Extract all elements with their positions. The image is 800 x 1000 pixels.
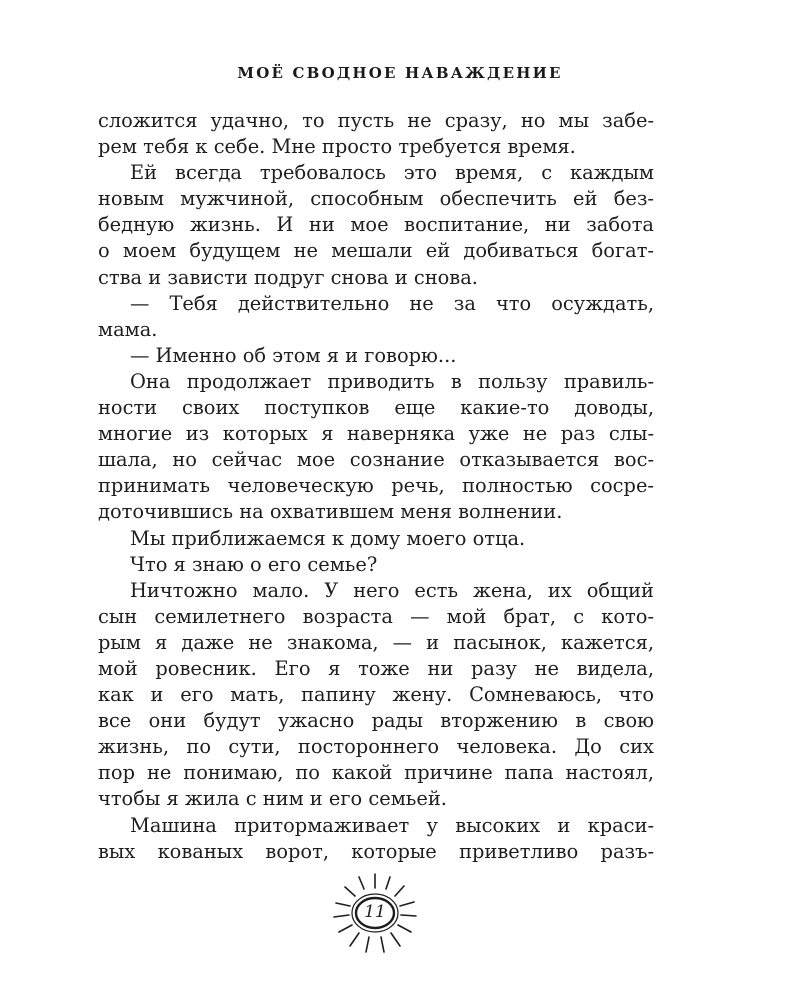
text-line: ства и зависти подруг снова и снова. (98, 265, 478, 289)
text-line: — Именно об этом я и говорю... (130, 343, 457, 367)
text-line: сложится удачно, то пусть не сразу, но мы забе- (98, 109, 654, 132)
text-line: принимать человеческую речь, полностью сосре- (98, 474, 654, 498)
text-line: сын семилетнего возраста — мой брат, с кото- (98, 604, 654, 628)
text-line: жизнь, по сути, постороннего человека. До сих (98, 735, 654, 759)
body-text (98, 108, 654, 865)
text-line: — Тебя действительно не за что осуждать, (130, 291, 654, 315)
text-line: Она продолжает приводить в пользу правиль- (130, 369, 654, 393)
text-line: вых кованых ворот, которые приветливо разъ- (98, 839, 654, 863)
text-line: пор не понимаю, по какой причине папа настоял, (98, 761, 654, 785)
page-number-ornament (330, 868, 420, 958)
text-line: Машина притормаживает у высоких и краси- (130, 813, 654, 837)
text-line: мама. (98, 317, 158, 341)
text-line: Мы приближаемся к дому моего отца. (130, 526, 526, 550)
text-line: новым мужчиной, способным обеспечить ей без- (98, 187, 654, 211)
text-line: ности своих поступков еще какие-то доводы, (98, 396, 654, 420)
text-line: Ей всегда требовалось это время, с каждым (130, 161, 654, 185)
text-line: как и его мать, папину жену. Сомневаюсь, что (98, 683, 654, 707)
text-line: все они будут ужасно рады вторжению в свою (98, 709, 654, 733)
text-line: шала, но сейчас мое сознание отказывается вос- (98, 448, 654, 472)
text-line: рем тебя к себе. Мне просто требуется время. (98, 135, 576, 159)
text-line: доточившись на охватившем меня волнении. (98, 500, 563, 524)
text-line: рым я даже не знакома, — и пасынок, кажется, (98, 630, 654, 654)
page-number: 11 (364, 902, 386, 922)
text-line: многие из которых я наверняка уже не раз слы- (98, 422, 654, 446)
text-line: чтобы я жила с ним и его семьей. (98, 787, 447, 811)
text-line: Ничтожно мало. У него есть жена, их общий (130, 578, 654, 602)
text-line: о моем будущем не мешали ей добиваться богат- (98, 239, 654, 263)
text-line: Что я знаю о его семье? (130, 552, 378, 576)
text-line: мой ровесник. Его я тоже ни разу не видела, (98, 656, 654, 680)
running-title: МОЁ СВОДНОЕ НАВАЖДЕНИЕ (237, 64, 563, 82)
text-line: бедную жизнь. И ни мое воспитание, ни забота (98, 213, 654, 237)
